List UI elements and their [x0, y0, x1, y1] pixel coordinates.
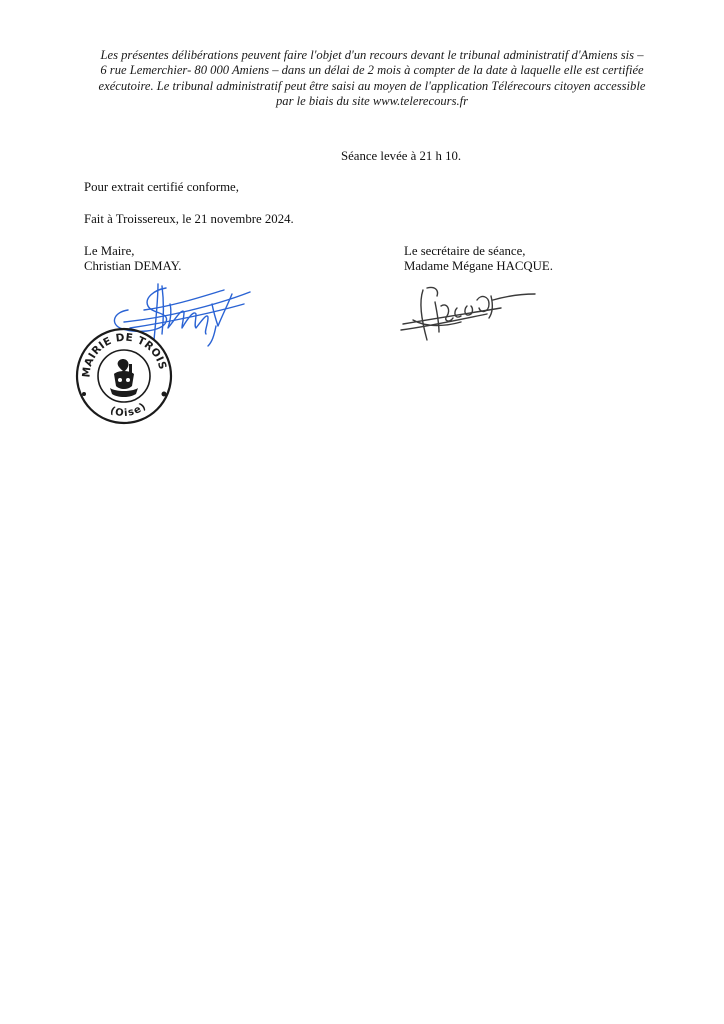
mayor-title: Le Maire,: [84, 244, 135, 258]
seal-top-text: MAIRIE DE TROISSEREUX: [69, 317, 169, 379]
session-closed-text: Séance levée à 21 h 10.: [341, 149, 462, 163]
appeal-notice-line: Les présentes délibérations peuvent faire l'objet d'un recours devant le tribunal administratif d'Amiens sis –: [100, 48, 644, 62]
town-hall-seal: [69, 317, 174, 426]
seal-emblem-icon: [110, 359, 138, 397]
svg-text:MAIRIE DE TROISSEREUX: [70, 317, 169, 378]
appeal-notice-line: exécutoire. Le tribunal administratif peut être saisi au moyen de l'application Télérecours citoyen accessible: [98, 78, 646, 93]
appeal-notice-line: par le biais du site www.telerecours.fr: [275, 94, 469, 109]
svg-text:(Oise): [108, 401, 148, 419]
appeal-notice-line: 6 rue Lemerchier- 80 000 Amiens – dans un délai de 2 mois à compter de la date à laquelle elle est certifiée: [100, 63, 644, 78]
secretary-signature: [397, 282, 542, 347]
certified-extract-text: Pour extrait certifié conforme,: [84, 180, 239, 194]
mayor-name: Christian DEMAY.: [84, 259, 182, 273]
place-date-text: Fait à Troissereux, le 21 novembre 2024.: [84, 212, 294, 226]
secretary-name: Madame Mégane HACQUE.: [404, 259, 553, 273]
secretary-title: Le secrétaire de séance,: [404, 244, 526, 258]
appeal-notice: [70, 48, 674, 110]
seal-bottom-text: (Oise): [108, 400, 149, 420]
